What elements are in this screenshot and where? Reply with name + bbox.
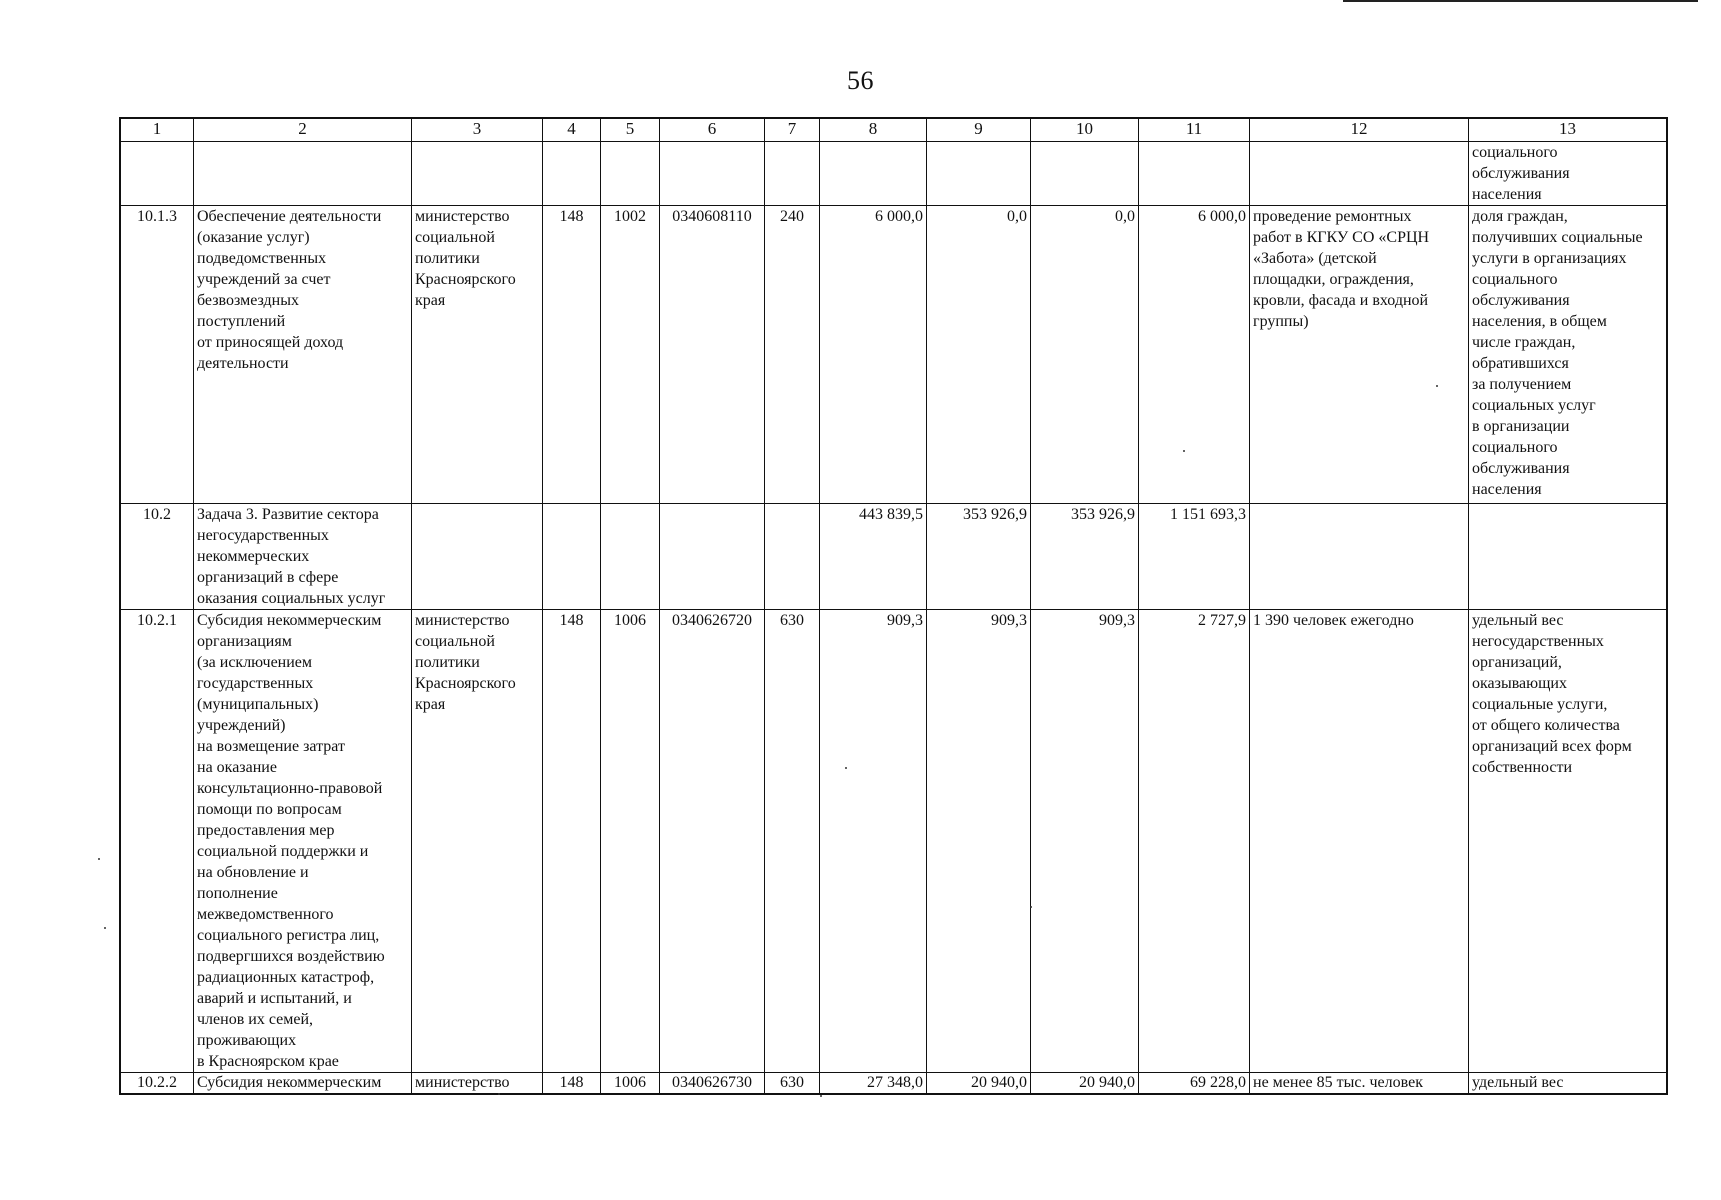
indicator-cell: социального обслуживания населения [1469,142,1667,206]
header-cell-4: 4 [543,119,601,142]
table-cell [543,142,601,206]
year3-amount-cell: 909,3 [1031,610,1139,1073]
item-number-cell: 10.2 [121,504,194,610]
year1-amount-cell: 6 000,0 [820,206,927,504]
header-cell-6: 6 [660,119,765,142]
year3-amount-cell: 20 940,0 [1031,1073,1139,1094]
table-cell [194,142,412,206]
expected-result-cell: проведение ремонтных работ в КГКУ СО «СРЦН «Забота» (детской площадки, ограждения, кровли, фасада и входной группы) [1250,206,1469,504]
table-row [121,206,1667,504]
scan-speck [104,927,106,929]
total-amount-cell: 6 000,0 [1139,206,1250,504]
expense-type-code-cell [765,504,820,610]
table-cell [1139,142,1250,206]
year2-amount-cell: 0,0 [927,206,1031,504]
expected-result-cell: 1 390 человек ежегодно [1250,610,1469,1073]
table-cell [412,142,543,206]
target-item-code-cell: 0340626720 [660,610,765,1073]
indicator-cell: удельный вес негосударственных организаций, оказывающих социальные услуги, от общего количества организаций всех форм собственности [1469,610,1667,1073]
scan-speck [1183,450,1185,452]
expected-result-cell [1250,504,1469,610]
activity-name-cell: Субсидия некоммерческим [194,1073,412,1094]
grbs-code-cell: 148 [543,206,601,504]
scan-speck [1436,385,1438,387]
table-cell [121,142,194,206]
expense-type-code-cell: 630 [765,1073,820,1094]
header-cell-1: 1 [121,119,194,142]
header-cell-8: 8 [820,119,927,142]
table-cell [660,142,765,206]
table-row [121,1073,1667,1094]
header-cell-2: 2 [194,119,412,142]
header-cell-10: 10 [1031,119,1139,142]
year3-amount-cell: 0,0 [1031,206,1139,504]
executor-cell [412,504,543,610]
section-code-cell: 1006 [601,1073,660,1094]
header-cell-13: 13 [1469,119,1667,142]
indicator-cell: удельный вес [1469,1073,1667,1094]
table-cell [1031,142,1139,206]
expense-type-code-cell: 240 [765,206,820,504]
total-amount-cell: 1 151 693,3 [1139,504,1250,610]
total-amount-cell: 2 727,9 [1139,610,1250,1073]
activity-name-cell: Обеспечение деятельности (оказание услуг) подведомственных учреждений за счет безвозмездных поступлений от приносящей доход деятельности [194,206,412,504]
item-number-cell: 10.1.3 [121,206,194,504]
header-cell-5: 5 [601,119,660,142]
section-code-cell [601,504,660,610]
section-code-cell: 1006 [601,610,660,1073]
activity-name-cell: Субсидия некоммерческим организациям (за исключением государственных (муниципальных) учреждений) на возмещение затрат на оказание консультационно-правовой помощи по вопросам предоставления мер социальной поддержки и на обновление и пополнение межведомственного социального регистра лиц, подвергшихся воздействию радиационных катастроф, аварий и испытаний, и членов их семей, проживающих в Красноярском крае [194,610,412,1073]
scan-speck [1030,906,1032,908]
year2-amount-cell: 20 940,0 [927,1073,1031,1094]
year1-amount-cell: 443 839,5 [820,504,927,610]
table-cell [820,142,927,206]
item-number-cell: 10.2.1 [121,610,194,1073]
expense-type-code-cell: 630 [765,610,820,1073]
grbs-code-cell: 148 [543,1073,601,1094]
grbs-code-cell [543,504,601,610]
table-cell [601,142,660,206]
executor-cell: министерство социальной политики Красноярского края [412,610,543,1073]
item-number-cell: 10.2.2 [121,1073,194,1094]
year1-amount-cell: 27 348,0 [820,1073,927,1094]
year2-amount-cell: 909,3 [927,610,1031,1073]
year3-amount-cell: 353 926,9 [1031,504,1139,610]
executor-cell: министерство социальной политики Красноярского края [412,206,543,504]
target-item-code-cell [660,504,765,610]
table-row [121,610,1667,1073]
scan-speck [498,1093,500,1095]
header-cell-7: 7 [765,119,820,142]
grbs-code-cell: 148 [543,610,601,1073]
total-amount-cell: 69 228,0 [1139,1073,1250,1094]
year1-amount-cell: 909,3 [820,610,927,1073]
column-number-header-row [121,119,1667,142]
header-cell-3: 3 [412,119,543,142]
executor-cell: министерство [412,1073,543,1094]
continuation-row [121,142,1667,206]
header-cell-9: 9 [927,119,1031,142]
target-item-code-cell: 0340608110 [660,206,765,504]
header-cell-12: 12 [1250,119,1469,142]
expected-result-cell: не менее 85 тыс. человек [1250,1073,1469,1094]
table-cell [765,142,820,206]
table-row [121,504,1667,610]
table-cell [1250,142,1469,206]
year2-amount-cell: 353 926,9 [927,504,1031,610]
indicator-cell: доля граждан, получивших социальные услуги в организациях социального обслуживания населения, в общем числе граждан, обратившихся за получением социальных услуг в организации социального обслуживания населения [1469,206,1667,504]
table-cell [927,142,1031,206]
scan-speck [820,1095,822,1097]
indicator-cell [1469,504,1667,610]
target-item-code-cell: 0340626730 [660,1073,765,1094]
scan-speck [98,858,100,860]
top-edge-rule [1343,0,1698,2]
section-code-cell: 1002 [601,206,660,504]
scan-speck [845,767,847,769]
header-cell-11: 11 [1139,119,1250,142]
program-activities-table [120,118,1667,1094]
page-number: 56 [847,66,874,95]
activity-name-cell: Задача 3. Развитие сектора негосударственных некоммерческих организаций в сфере оказания социальных услуг [194,504,412,610]
